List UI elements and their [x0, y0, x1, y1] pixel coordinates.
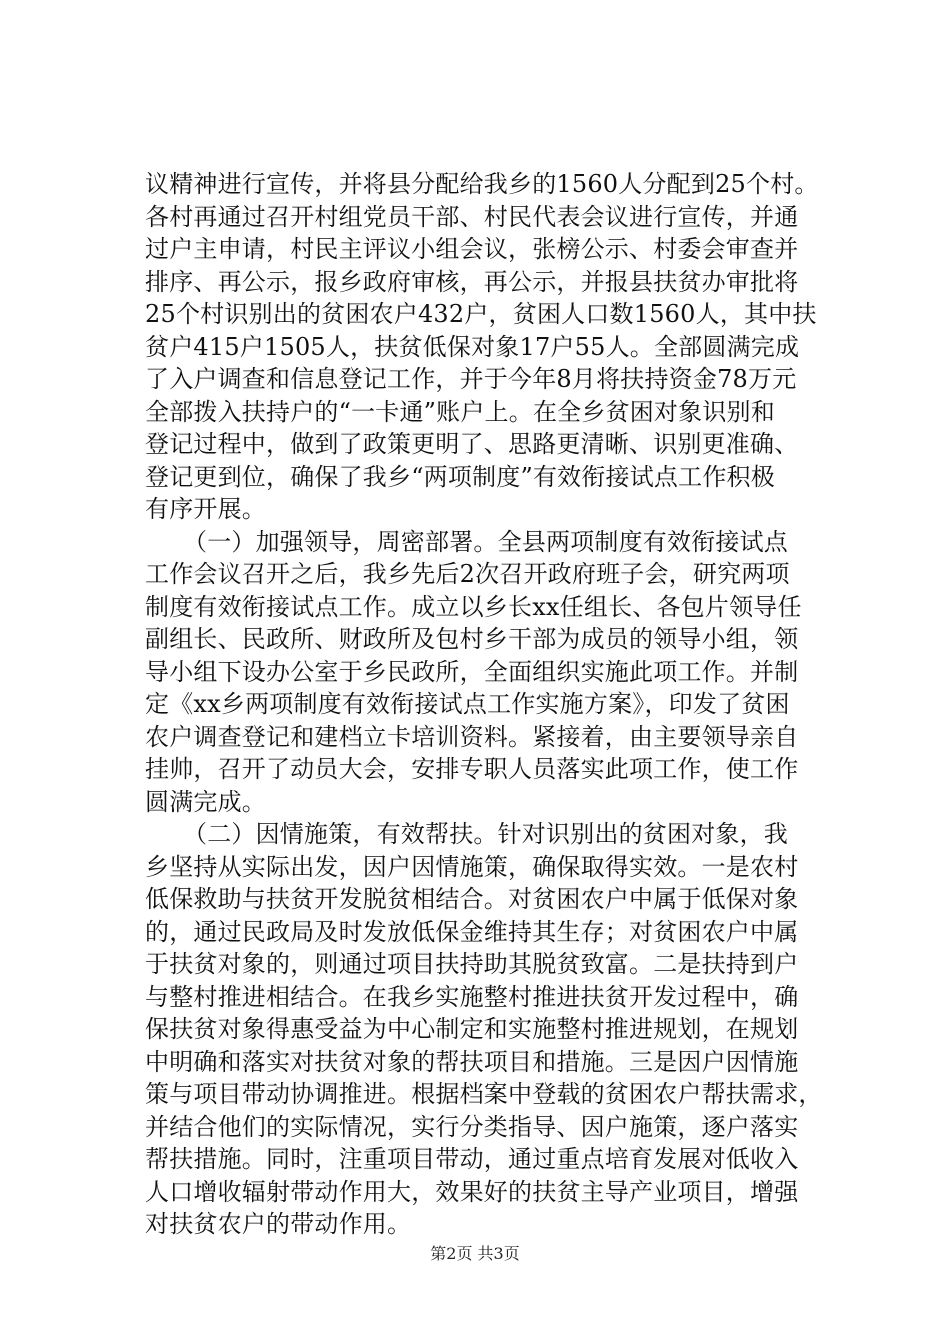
text-line: 登记过程中，做到了政策更明了、思路更清晰、识别更准确、 — [145, 430, 799, 458]
text-line: 全部拨入扶持户的“一卡通”账户上。在全乡贫困对象识别和 — [145, 397, 775, 426]
text-line: 工作会议召开之后，我乡先后2次召开政府班子会，研究两项 — [145, 560, 790, 588]
text-line: 导小组下设办公室于乡民政所，全面组织实施此项工作。并制 — [145, 657, 799, 686]
text-line: 对扶贫农户的带动作用。 — [145, 1210, 412, 1238]
text-line: 农户调查登记和建档立卡培训资料。紧接着，由主要领导亲自 — [145, 722, 799, 751]
text-line: 帮扶措施。同时，注重项目带动，通过重点培育发展对低收入 — [145, 1145, 799, 1173]
section-heading-line: （一）加强领导，周密部署。全县两项制度有效衔接试点 — [183, 527, 788, 556]
text-line: 了入户调查和信息登记工作，并于今年8月将扶持资金78万元 — [145, 365, 797, 393]
text-line: 中明确和落实对扶贫对象的帮扶项目和措施。三是因户因情施 — [145, 1047, 799, 1076]
section-heading-line: （二）因情施策，有效帮扶。针对识别出的贫困对象，我 — [183, 820, 788, 848]
text-line: 各村再通过召开村组党员干部、村民代表会议进行宣传，并通 — [145, 202, 799, 231]
text-line: 圆满完成。 — [145, 787, 266, 816]
body-text — [145, 168, 835, 1241]
page-number-footer: 第2页 共3页 — [430, 1244, 520, 1263]
text-line: 挂帅，召开了动员大会，安排专职人员落实此项工作，使工作 — [145, 755, 799, 783]
text-line: 定《xx乡两项制度有效衔接试点工作实施方案》，印发了贫困 — [145, 690, 790, 718]
text-line: 人口增收辐射带动作用大，效果好的扶贫主导产业项目，增强 — [145, 1177, 799, 1206]
text-line: 排序、再公示，报乡政府审核，再公示，并报县扶贫办审批将 — [145, 267, 799, 296]
text-line: 于扶贫对象的，则通过项目扶持助其脱贫致富。二是扶持到户 — [145, 950, 799, 978]
text-line: 副组长、民政所、财政所及包村乡干部为成员的领导小组，领 — [145, 625, 799, 653]
text-line: 并结合他们的实际情况，实行分类指导、因户施策，逐户落实 — [145, 1112, 799, 1141]
text-line: 乡坚持从实际出发，因户因情施策，确保取得实效。一是农村 — [145, 852, 799, 881]
text-line: 低保救助与扶贫开发脱贫相结合。对贫困农户中属于低保对象 — [145, 885, 799, 913]
text-line: 贫户415户1505人，扶贫低保对象17户55人。全部圆满完成 — [145, 332, 800, 361]
text-line: 的，通过民政局及时发放低保金维持其生存；对贫困农户中属 — [145, 917, 799, 946]
text-line: 有序开展。 — [145, 495, 266, 523]
text-line: 制度有效衔接试点工作。成立以乡长xx任组长、各包片领导任 — [145, 592, 802, 621]
text-line: 25个村识别出的贫困农户432户，贫困人口数1560人，其中扶 — [145, 300, 817, 328]
text-line: 过户主申请，村民主评议小组会议，张榜公示、村委会审查并 — [145, 235, 799, 263]
text-line: 议精神进行宣传，并将县分配给我乡的1560人分配到25个村。 — [145, 170, 819, 198]
text-line: 登记更到位，确保了我乡“两项制度”有效衔接试点工作积极 — [145, 462, 775, 491]
text-line: 与整村推进相结合。在我乡实施整村推进扶贫开发过程中，确 — [145, 982, 799, 1011]
text-line: 保扶贫对象得惠受益为中心制定和实施整村推进规划，在规划 — [145, 1015, 799, 1043]
text-line: 策与项目带动协调推进。根据档案中登载的贫困农户帮扶需求， — [145, 1080, 823, 1108]
